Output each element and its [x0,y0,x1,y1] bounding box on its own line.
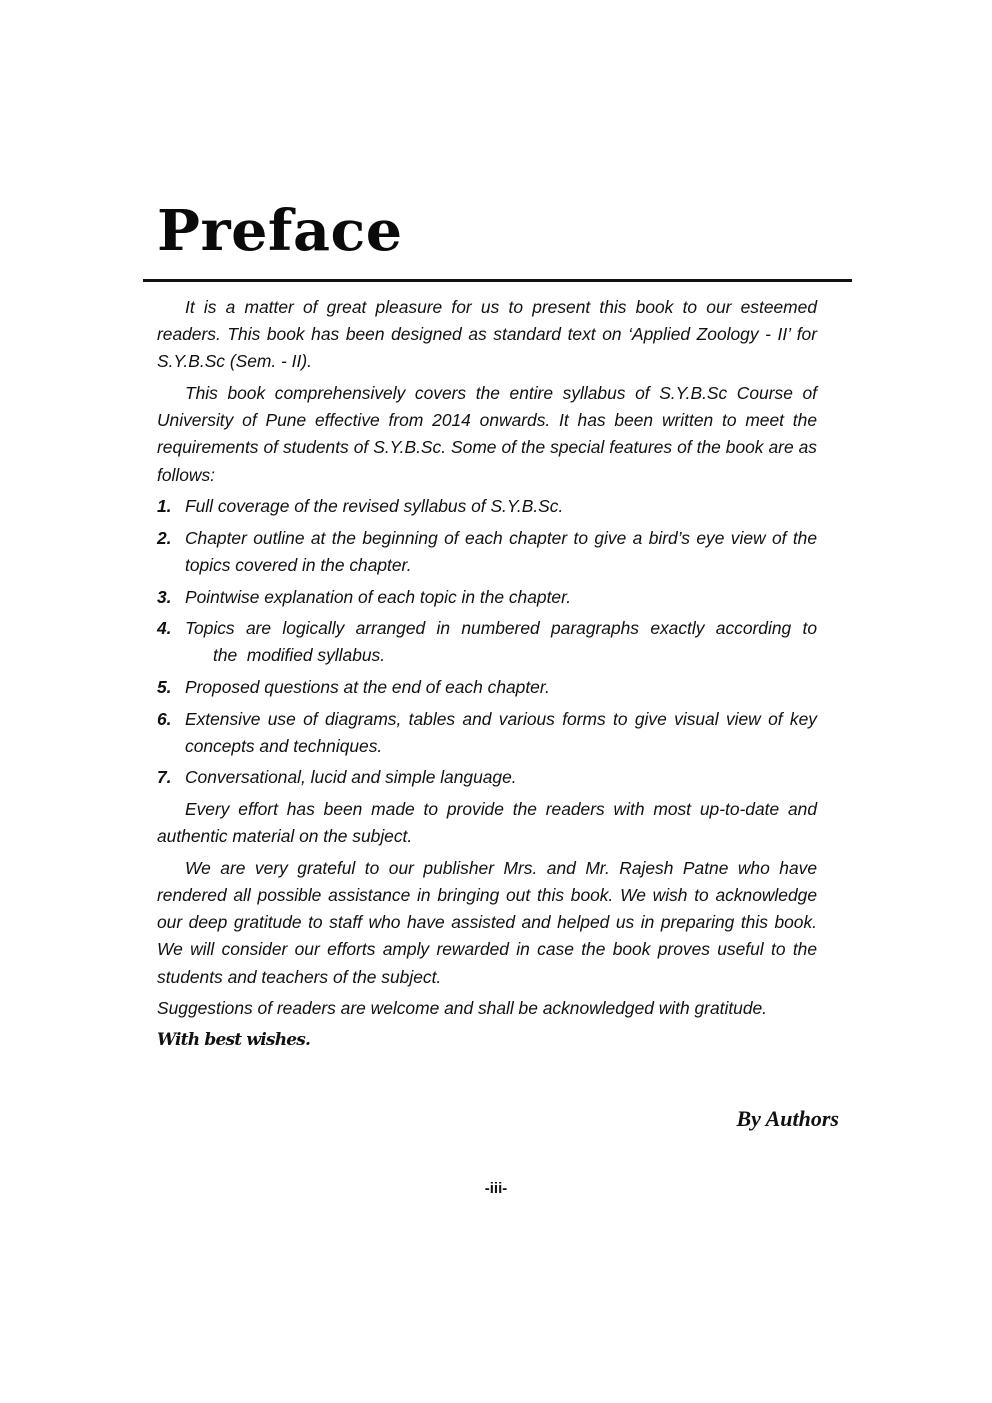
list-number: 6. [157,708,172,729]
preface-body [157,294,817,1054]
list-item [157,674,817,701]
title-divider [143,279,852,282]
page-number: -iii- [484,1180,508,1197]
list-number: 2. [157,527,172,548]
gratitude-paragraph: We are very grateful to our publisher Mrs. and Mr. Rajesh Patne who have rendered all possible assistance in bringing out this book. We wish to acknowledge our deep gratitude to staff who have assisted and helped us in preparing this book. We will consider our efforts amply rewarded in case the book proves useful to the students and teachers of the subject. [157,857,817,987]
suggestions-line: Suggestions of readers are welcome and shall be acknowledged with gratitude. [157,998,768,1019]
list-number: 1. [157,496,172,517]
list-item [157,764,817,791]
list-text: Chapter outline at the beginning of each chapter to give a bird’s eye view of the topics covered in the chapter. [185,527,817,575]
signature: By Authors [736,1106,839,1131]
list-text [185,615,817,669]
list-item [157,584,817,611]
list-number: 5. [157,676,172,697]
list-text: Proposed questions at the end of each chapter. [185,676,550,697]
list-item [157,525,817,579]
list-number: 4. [157,618,172,639]
features-list [157,493,817,791]
list-item [157,615,817,669]
page-title: Preface [157,198,403,264]
list-number: 7. [157,767,172,788]
effort-paragraph: Every effort has been made to provide the readers with most up-to-date and authentic material on the subject. [157,798,817,847]
list-text: Conversational, lucid and simple language. [185,767,517,788]
list-text-line: the modified syllabus. [213,645,386,666]
list-text: Pointwise explanation of each topic in the chapter. [185,586,572,607]
closing-wishes: With best wishes. [157,1029,311,1050]
list-number: 3. [157,586,172,607]
list-item [157,493,817,520]
list-text-line: Topics are logically arranged in numbered paragraphs exactly according to [185,618,817,639]
list-text: Full coverage of the revised syllabus of S.Y.B.Sc. [185,496,564,517]
syllabus-paragraph: This book comprehensively covers the entire syllabus of S.Y.B.Sc Course of University of Pune effective from 2014 onwards. It has been written to meet the requirements of students of S.Y.B.Sc. Some of the special features of the book are as follows: [157,383,817,485]
list-item [157,706,817,760]
intro-paragraph: It is a matter of great pleasure for us to present this book to our esteemed readers. This book has been designed as standard text on ‘Applied Zoology - II’ for S.Y.B.Sc (Sem. - II). [157,297,817,372]
list-text: Extensive use of diagrams, tables and various forms to give visual view of key concepts and techniques. [185,708,817,756]
